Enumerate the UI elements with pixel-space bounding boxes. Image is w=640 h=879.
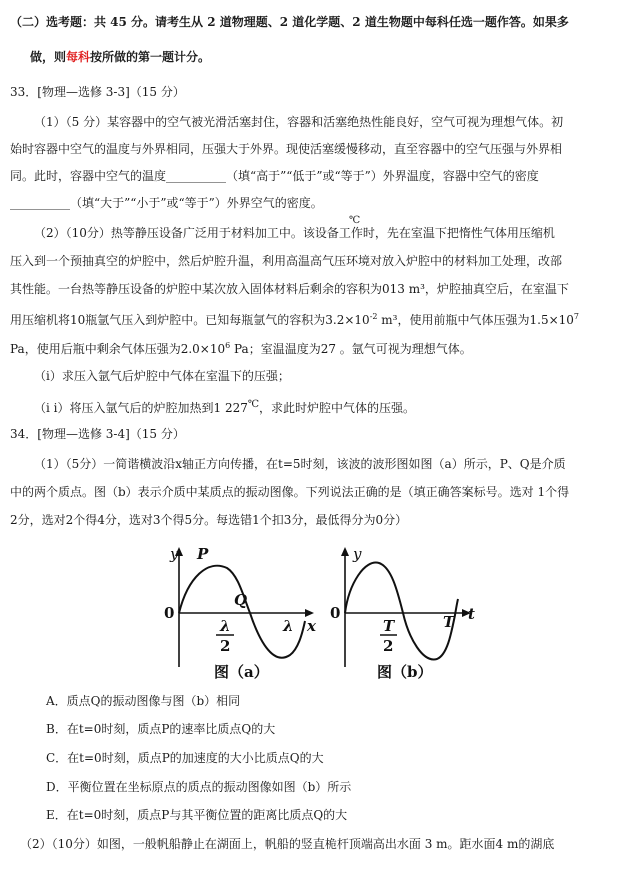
option-d: D．平衡位置在坐标原点的质点的振动图像如图（b）所示: [46, 780, 352, 794]
q33-sub-ii-text-a: （i i）将压入氩气后的炉腔加热到1 227: [34, 401, 248, 415]
header-highlight-red: 每科: [66, 50, 91, 64]
figure-b-t-label: t: [468, 605, 475, 623]
option-c: C．在t=0时刻，质点P的加速度的大小比质点Q的大: [46, 751, 324, 765]
q33-sub-i: （i）求压入氩气后炉腔中气体在室温下的压强；: [34, 369, 290, 383]
q33-part1-line4: __________（填“大于”“小于”或“等于”）外界空气的密度。: [10, 196, 323, 210]
q33-line5-exponent: 6: [225, 341, 231, 350]
q33-part1-line3: 同。此时，容器中空气的温度__________（填“高于”“低于”或“等于”）外界温度，容器中空气的密度: [10, 169, 539, 183]
figure-b-vibration-curve: [345, 563, 458, 660]
q34-part1-line3: 2分，选对2个得4分，选对3个得5分。每选错1个扣3分，最低得分为0分）: [10, 513, 408, 527]
wave-figure-a: [150, 545, 330, 685]
q33-part1-line1: （1）（5 分）某容器中的空气被光滑活塞封住，容器和活塞绝热性能良好，空气可视为理想气体。初: [34, 115, 564, 129]
option-b: B．在t=0时刻，质点P的速率比质点Q的大: [46, 722, 276, 736]
q33-part2-line2: 压入到一个预抽真空的炉腔中，然后炉腔升温，利用高温高气压环境对放入炉腔中的材料加工处理，改部: [10, 254, 563, 268]
figure-b-half-period-denominator: 2: [383, 637, 394, 655]
q33-sub-ii: [34, 397, 415, 416]
q33-line4-exponent-1: -2: [369, 312, 378, 321]
q34-title: 34．[物理—选修 3-4]（15 分）: [10, 427, 185, 441]
figure-a-point-q: Q: [234, 591, 248, 609]
section-header-line2: [30, 49, 210, 65]
q34-part2-line1: （2）（10分）如图，一般帆船静止在湖面上，帆船的竖直桅杆顶端高出水面 3 m。距水面4 m的湖底: [20, 837, 555, 851]
figure-a-lambda-half-denominator: 2: [220, 637, 231, 655]
celsius-symbol: ℃: [349, 215, 361, 226]
q33-title: 33．[物理—选修 3-3]（15 分）: [10, 85, 185, 99]
header-text-a: 做，则: [30, 50, 67, 64]
figure-a-wave-curve: [179, 566, 305, 658]
q33-line4-text-b: m³，使用前瓶中气体压强为1.5×10: [377, 313, 574, 327]
q33-line5-text-a: Pa，使用后瓶中剩余气体压强为2.0×10: [10, 342, 226, 356]
q33-part2-line5: [10, 338, 472, 357]
section-header-line1: （二）选考题：共 45 分。请考生从 2 道物理题、2 道化学题、2 道生物题中每科任选一题作答。如果多: [10, 15, 569, 29]
q33-line4-exponent-2: 7: [573, 312, 579, 321]
q33-sub-ii-text-b: ，求此时炉腔中气体的压强。: [259, 401, 416, 415]
figure-a-x-arrow: [305, 609, 314, 617]
figure-b-y-arrow: [341, 547, 349, 556]
figure-a-x-label: x: [307, 617, 316, 635]
q33-line5-text-b: Pa；室温温度为27 。氩气可视为理想气体。: [230, 342, 472, 356]
q33-sub-ii-celsius: ℃: [247, 399, 260, 410]
q34-part1-line1: （1）（5分）一简谐横波沿x轴正方向传播，在t=5时刻，该波的波形图如图（a）所示，P、Q是介质: [34, 457, 566, 471]
option-a: A．质点Q的振动图像与图（b）相同: [46, 694, 241, 708]
figure-b-period: T: [443, 613, 455, 631]
figure-b-caption: 图（b）: [377, 663, 433, 681]
vibration-figure-b: [325, 545, 495, 685]
figure-b-half-period-numerator: T: [383, 617, 395, 635]
figure-a-lambda: λ: [283, 617, 294, 635]
q33-part2-line3: 其性能。一台热等静压设备的炉腔中某次放入固体材料后剩余的容积为013 m³，炉腔抽真空后，在室温下: [10, 282, 569, 296]
figure-b-origin: 0: [330, 604, 341, 622]
figure-a-origin: 0: [164, 604, 175, 622]
q33-line4-text-a: 用压缩机将10瓶氩气压入到炉腔中。已知每瓶氩气的容积为3.2×10: [10, 313, 370, 327]
q33-part2-line1: （2）（10分）热等静压设备广泛用于材料加工中。该设备工作时，先在室温下把惰性气体用压缩机: [34, 226, 555, 240]
figure-a-caption: 图（a）: [214, 663, 269, 681]
q34-part1-line2: 中的两个质点。图（b）表示介质中某质点的振动图像。下列说法正确的是（填正确答案标号。选对 1个得: [10, 485, 570, 499]
figure-a-lambda-half-numerator: λ: [220, 617, 231, 635]
header-text-b: 按所做的第一题计分。: [90, 50, 211, 64]
option-e: E．在t=0时刻，质点P与其平衡位置的距离比质点Q的大: [46, 808, 348, 822]
figure-a-y-label: y: [170, 545, 179, 563]
figure-a-point-p: P: [197, 545, 209, 563]
figure-b-y-label: y: [353, 545, 362, 563]
q33-part1-line2: 始时容器中空气的温度与外界相同，压强大于外界。现使活塞缓慢移动，直至容器中的空气压强与外界相: [10, 142, 563, 156]
q33-part2-line4: [10, 309, 579, 328]
